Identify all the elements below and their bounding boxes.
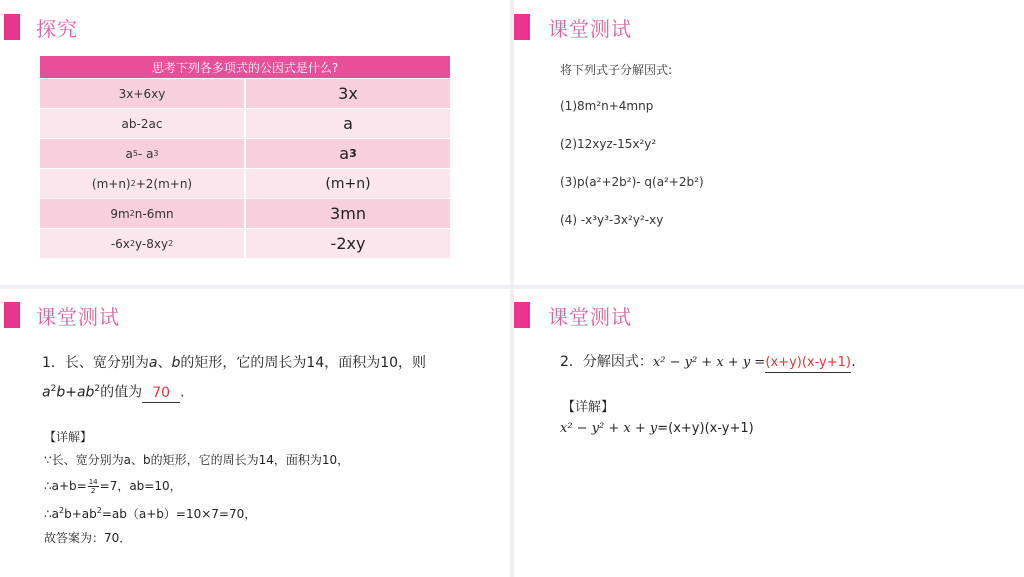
panel-title: 课堂测试 xyxy=(36,305,120,329)
factor-cell: (m+n) xyxy=(246,169,450,198)
title-accent-bar xyxy=(514,14,530,40)
panel-test-2 xyxy=(0,289,510,577)
panel-title: 课堂测试 xyxy=(548,17,632,41)
exercise-item: (4) -x³y³-3x²y²-xy xyxy=(560,213,664,227)
expr-cell: 9m 2 n-6mn xyxy=(40,199,244,228)
table-row xyxy=(40,79,450,108)
factor-cell: a 3 xyxy=(246,139,450,168)
detail-line: ∵长、宽分别为a、b的矩形，它的周长为14，面积为10， xyxy=(44,453,350,467)
fraction: $\frac{14}{2}$ xyxy=(88,478,98,495)
panel-test-1 xyxy=(514,0,1024,285)
detail-line: ∴a+b= $\frac{14}{2}$ =7，ab=10， xyxy=(44,478,182,495)
factor-cell: -2xy xyxy=(246,229,450,258)
factor-cell: a xyxy=(246,109,450,138)
table-header: 思考下列各多项式的公因式是什么? xyxy=(40,56,450,78)
panel-explore xyxy=(0,0,510,285)
answer-blank: (x+y)(x-y+1) xyxy=(765,354,851,373)
table-row xyxy=(40,169,450,198)
panel-title: 探究 xyxy=(36,17,78,41)
expr-cell: 3x+6xy xyxy=(40,79,244,108)
expr-cell: (m+n) 2 +2(m+n) xyxy=(40,169,244,198)
question-1: 1．长、宽分别为a、b的矩形，它的周长为14，面积为10，则 $a^2b+ab^2$的值为 70 . xyxy=(42,355,427,401)
detail-heading: 【详解】 xyxy=(562,400,615,415)
expr-cell: ab-2ac xyxy=(40,109,244,138)
expr-cell: a 5 - a 3 xyxy=(40,139,244,168)
detail-line: 故答案为：70． xyxy=(44,531,132,545)
exercise-item: (1)8m²n+4mnp xyxy=(560,99,654,113)
detail-line: $\therefore a^2b+ab^2=ab(a+b)=10\times 7=70$， xyxy=(44,506,257,521)
table-row xyxy=(40,139,450,168)
panel-test-3 xyxy=(514,289,1024,577)
table-row xyxy=(40,109,450,138)
detail-heading: 【详解】 xyxy=(44,430,93,444)
factor-table xyxy=(40,56,450,258)
answer-blank: 70 xyxy=(142,384,180,403)
question-2: 2．分解因式：x² − y² + x + y =(x+y)(x-y+1). xyxy=(560,351,856,373)
factor-cell: 3mn xyxy=(246,199,450,228)
exercise-item: (2)12xyz-15x²y² xyxy=(560,137,657,151)
title-accent-bar xyxy=(514,302,530,328)
detail-line: x² − y² + x + y=(x+y)(x-y+1) xyxy=(560,421,754,436)
factor-cell: 3x xyxy=(246,79,450,108)
table-row xyxy=(40,229,450,258)
instruction: 将下列式子分解因式: xyxy=(560,63,673,77)
table-row xyxy=(40,199,450,228)
title-accent-bar xyxy=(4,14,20,40)
panel-title: 课堂测试 xyxy=(548,305,632,329)
title-accent-bar xyxy=(4,302,20,328)
expr-cell: -6x 2 y-8xy 2 xyxy=(40,229,244,258)
exercise-item: (3)p(a²+2b²)- q(a²+2b²) xyxy=(560,175,704,189)
